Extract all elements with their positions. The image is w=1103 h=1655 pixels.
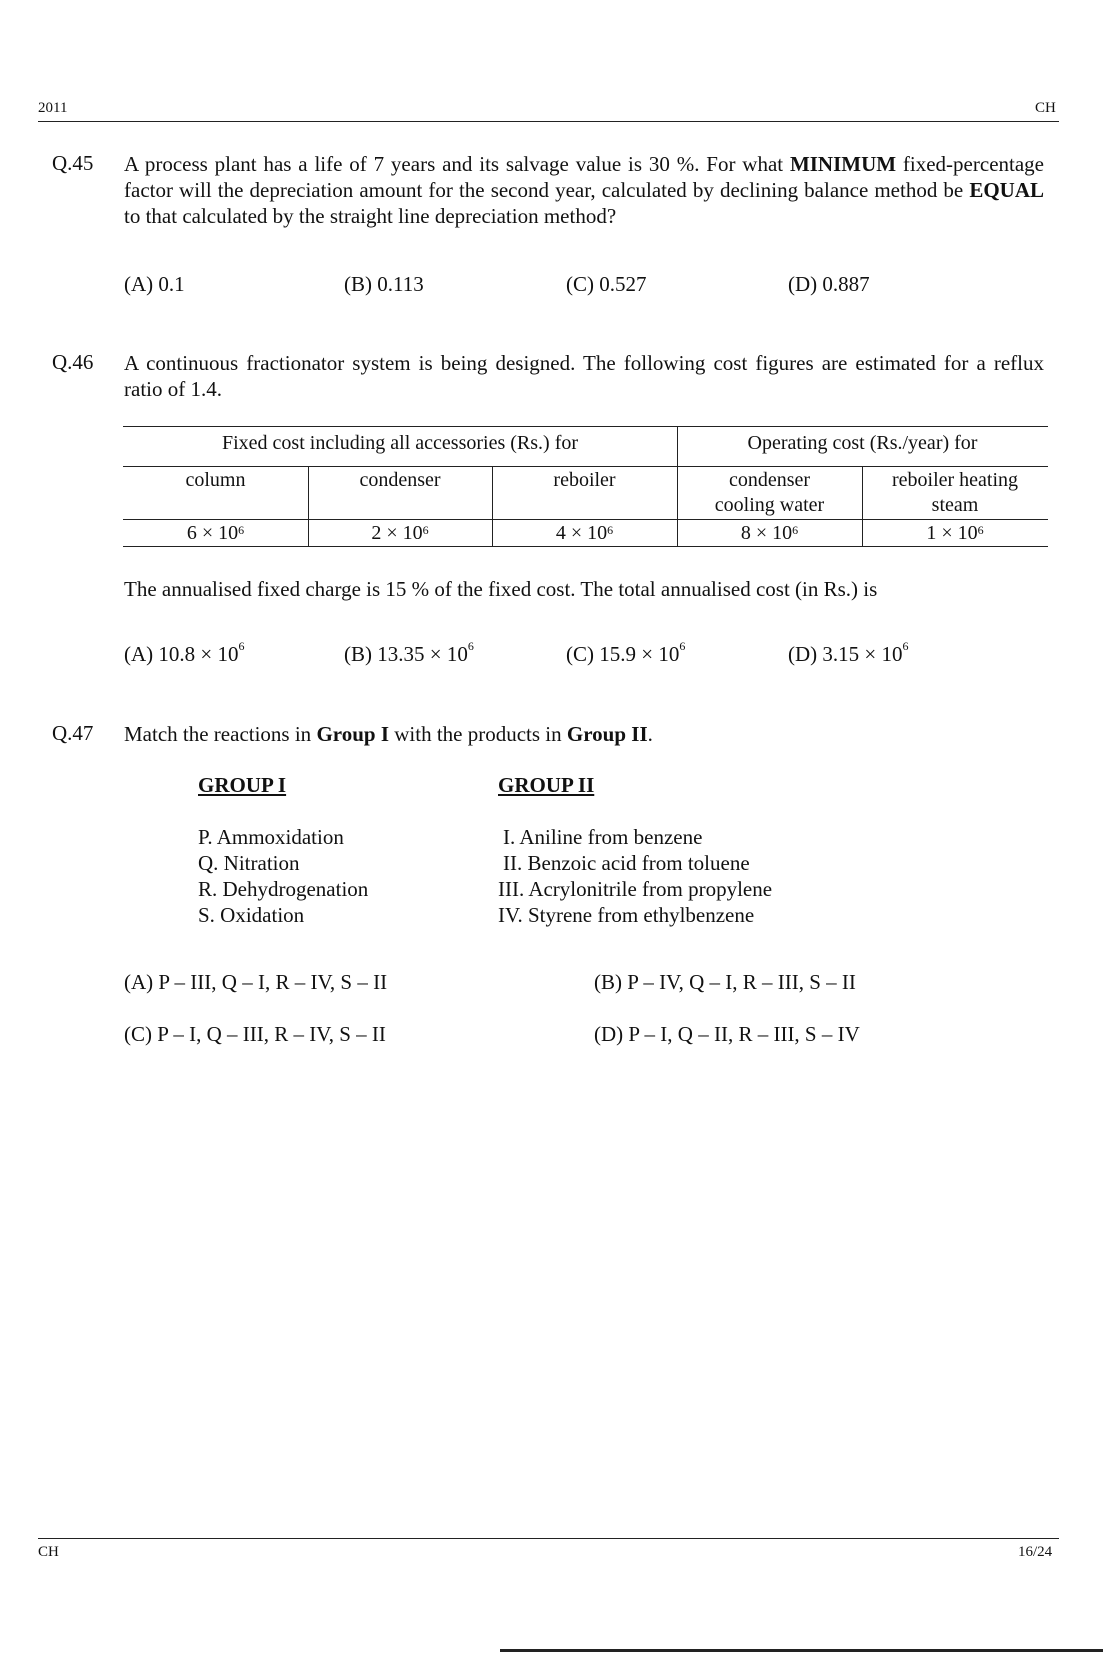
q46-option-b: (B) $13.35 \times 10^6$ [344,639,474,666]
table-value-heating-steam: $1 \times 10^6$ [926,522,984,544]
q45-option-b: (B) 0.113 [344,272,424,296]
group-i-item: R. Dehydrogenation [198,877,369,901]
group-ii-item: I. Aniline from benzene [503,825,703,849]
q45-text: A process plant has a life of 7 years and its salvage value is 30 %. For what MINIMUM fixed-percentage factor will the depreciation amount for the second year, calculated by declining balance method be EQUAL to that calculated by the straight line depreciation method? [124,152,1044,228]
table-group-operating-cost: Operating cost (Rs./year) for [747,432,978,454]
group-i-item: S. Oxidation [198,903,305,927]
table-rule-group [123,466,1048,467]
table-group-fixed-cost: Fixed cost including all accessories (Rs.) for [221,432,579,454]
footer-page-number: 16/24 [1018,1544,1053,1560]
q45-bold-minimum: MINIMUM [789,152,897,176]
footer-code: CH [38,1544,59,1560]
q45-option-c: (C) 0.527 [566,272,647,296]
q45-option-a: (A) 0.1 [124,272,185,296]
q46-option-a: (A) $10.8 \times 10^6$ [124,639,245,666]
header-year: 2011 [38,100,68,116]
table-header-condenser-cooling-water: condenser cooling water [714,469,825,516]
header-rule [38,121,1059,122]
q47-option-d: (D) P – I, Q – II, R – III, S – IV [594,1022,860,1046]
group-ii-item: IV. Styrene from ethylbenzene [498,903,755,927]
table-rule-bottom [123,546,1048,547]
q47-option-a: (A) P – III, Q – I, R – IV, S – II [124,970,388,994]
group-i-item: Q. Nitration [198,851,300,875]
q45-number: Q.45 [52,151,94,175]
q45-bold-equal: EQUAL [969,178,1044,202]
q46-followup: The annualised fixed charge is 15 % of the fixed cost. The total annualised cost (in Rs.) is [124,577,878,601]
table-header-condenser: condenser [359,469,441,491]
q47-bold-group-i: Group I [316,722,389,746]
group-ii-item: II. Benzoic acid from toluene [503,851,750,875]
q45-option-d: (D) 0.887 [788,272,870,296]
table-value-column: $6 \times 10^6$ [186,522,245,544]
table-rule-header [123,519,1048,520]
table-value-cooling-water: $8 \times 10^6$ [740,522,799,544]
q46-text: A continuous fractionator system is being designed. The following cost figures are estimated for a reflux ratio of 1.4. [124,351,1044,401]
table-rule-top [123,426,1048,427]
q47-number: Q.47 [52,721,94,745]
q47-option-b: (B) P – IV, Q – I, R – III, S – II [594,970,856,994]
q47-text: Match the reactions in Group I with the products in Group II. [124,722,653,746]
q47-option-c: (C) P – I, Q – III, R – IV, S – II [124,1022,386,1046]
footer-rule [38,1538,1059,1539]
scan-edge-line [500,1649,1103,1652]
table-header-column: column [185,469,246,491]
table-header-reboiler: reboiler [553,469,616,491]
table-header-reboiler-heating-steam: reboiler heating steam [891,469,1019,516]
q46-option-c: (C) $15.9 \times 10^6$ [566,639,686,666]
group-i-item: P. Ammoxidation [198,825,344,849]
table-value-condenser: $2 \times 10^6$ [371,522,429,544]
group-i-title: GROUP I [198,773,287,797]
group-ii-title: GROUP II [498,773,595,797]
q46-number: Q.46 [52,350,94,374]
q46-option-d: (D) $3.15 \times 10^6$ [788,639,909,666]
table-value-reboiler: $4 \times 10^6$ [555,522,614,544]
q47-bold-group-ii: Group II [566,722,648,746]
header-code: CH [1035,100,1056,116]
group-ii-item: III. Acrylonitrile from propylene [498,877,773,901]
